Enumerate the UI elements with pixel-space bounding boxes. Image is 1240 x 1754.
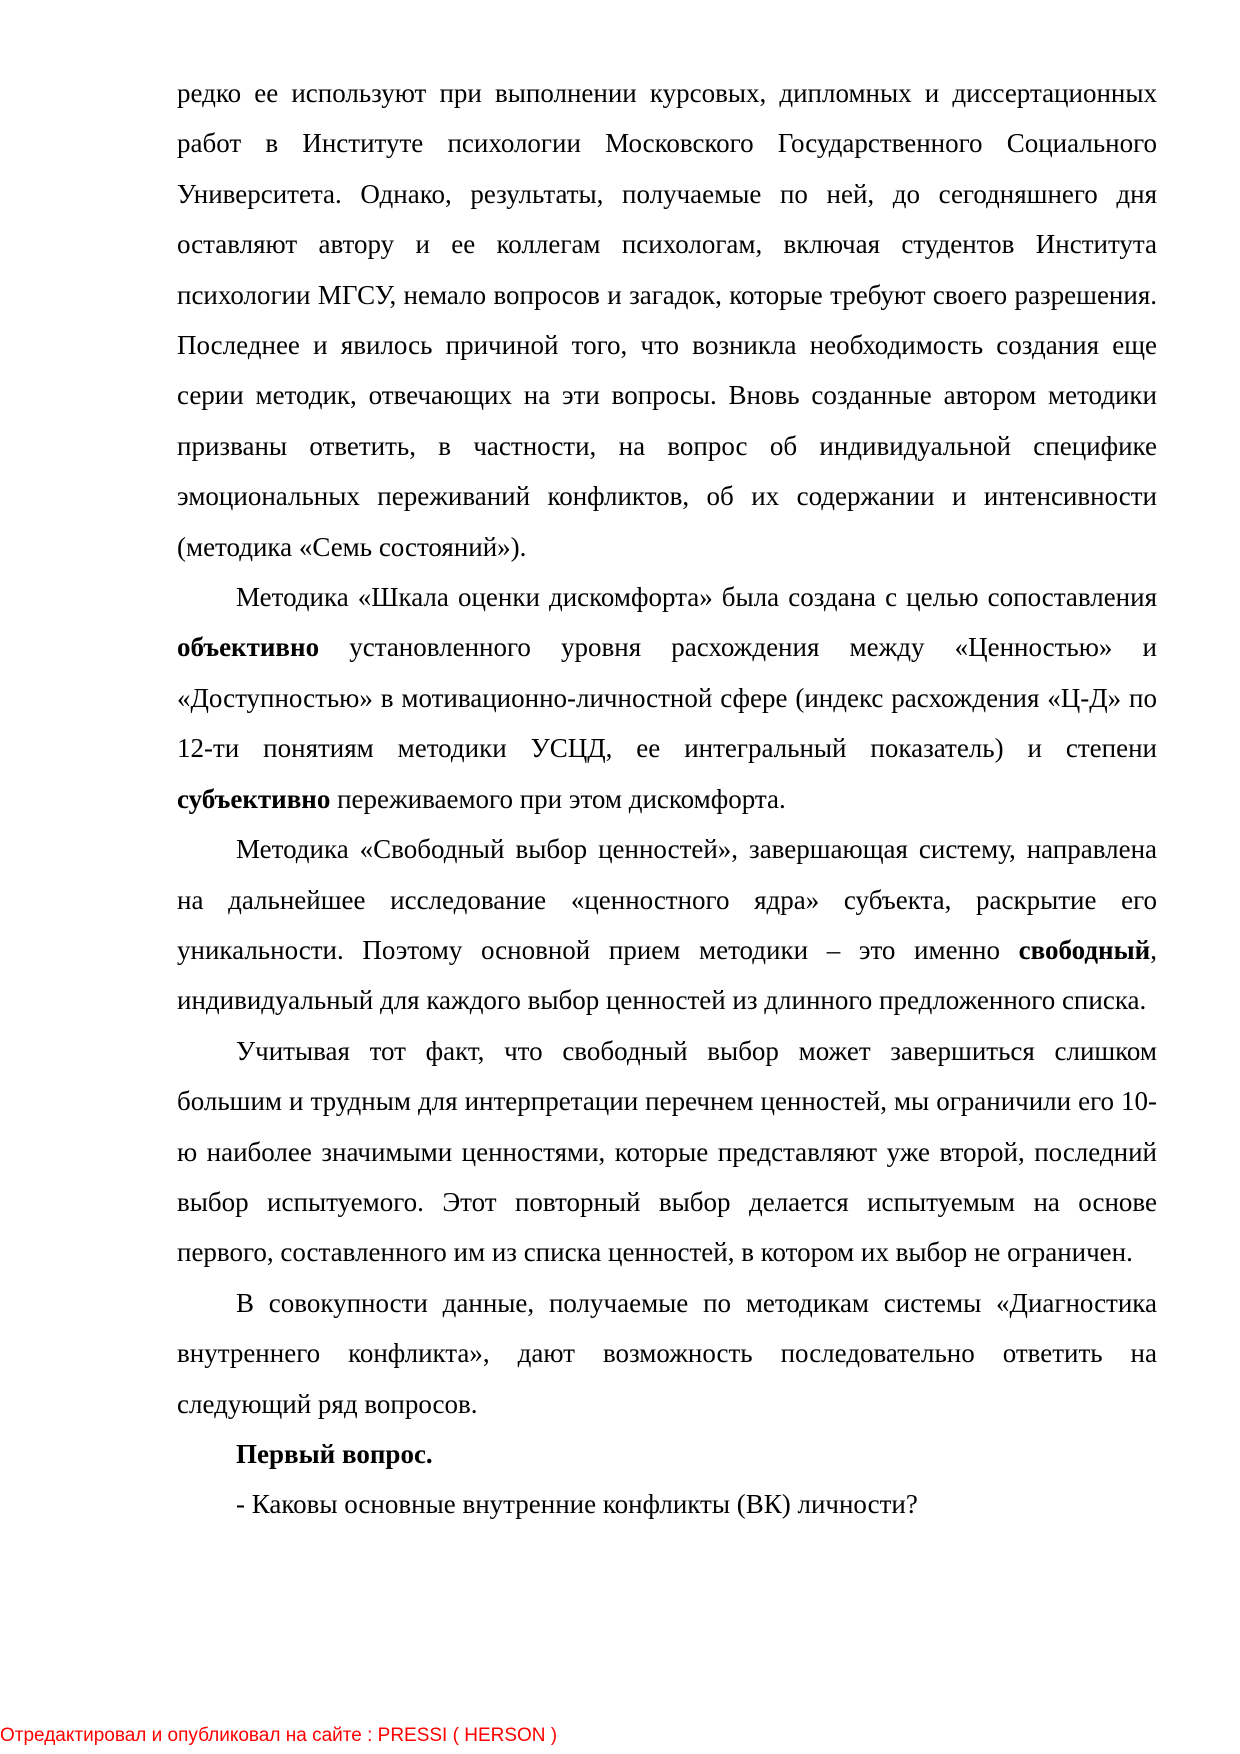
paragraph-1-text: редко ее используют при выполнении курсовых, дипломных и диссертационных работ в Институте психологии Московского Государственного Социального Университета. Однако, результаты, получаемые по ней, до сегодняшнего дня оставляют автору и ее коллегам психологам, включая студентов Института психологии МГСУ, немало вопросов и загадок, которые требуют своего разрешения. Последнее и явилось причиной того, что возникла необходимость создания еще серии методик, отвечающих на эти вопросы. Вновь созданные автором методики призваны ответить, в частности, на вопрос об индивидуальной специфике эмоциональных переживаний конфликтов, об их содержании и интенсивности (методика «Семь состояний»). [177,78,1157,562]
paragraph-3 [177,824,1157,1026]
paragraph-3-bold-free: свободный [1018,934,1151,965]
question-heading-text: Первый вопрос. [236,1438,433,1469]
paragraph-3-text-b: , индивидуальный для каждого выбор ценностей из длинного предложенного списка. [177,934,1157,1016]
paragraph-2-bold-subjectively: субъективно [177,783,331,814]
question-heading [177,1429,1157,1479]
paragraph-5-text: В совокупности данные, получаемые по методикам системы «Диагностика внутреннего конфликта», дают возможность последовательно ответить на следующий ряд вопросов. [177,1287,1157,1419]
paragraph-2-text-b: установленного уровня расхождения между «Ценностью» и «Доступностью» в мотивационно-личностной сфере (индекс расхождения «Ц-Д» по 12-ти понятиям методики УСЦД, ее интегральный показатель) и степени [177,632,1157,764]
paragraph-3-text-a: Методика «Свободный выбор ценностей», завершающая систему, направлена на дальнейшее исследование «ценностного ядра» субъекта, раскрытие его уникальности. Поэтому основной прием методики – это именно [177,834,1157,965]
paragraph-2-text-c: переживаемого при этом дискомфорта. [330,783,786,814]
question-item-text: - Каковы основные внутренние конфликты (ВК) личности? [236,1489,918,1520]
paragraph-2 [177,572,1157,824]
question-item [177,1479,1157,1529]
paragraph-4-text: Учитывая тот факт, что свободный выбор может завершиться слишком большим и трудным для интерпретации перечнем ценностей, мы ограничили его 10-ю наиболее значимыми ценностями, которые представляют уже второй, последний выбор испытуемого. Этот повторный выбор делается испытуемым на основе первого, составленного им из списка ценностей, в котором их выбор не ограничен. [177,1035,1157,1268]
paragraph-2-text-a: Методика «Шкала оценки дискомфорта» была создана с целью сопоставления [236,582,1157,613]
paragraph-2-bold-objectively: объективно [177,632,320,663]
paragraph-1 [177,68,1157,572]
paragraph-4 [177,1026,1157,1278]
document-body [177,68,1157,1530]
footer-credit: Отредактировал и опубликовал на сайте : PRESSI ( HERSON ) [0,1725,558,1746]
paragraph-5 [177,1278,1157,1429]
